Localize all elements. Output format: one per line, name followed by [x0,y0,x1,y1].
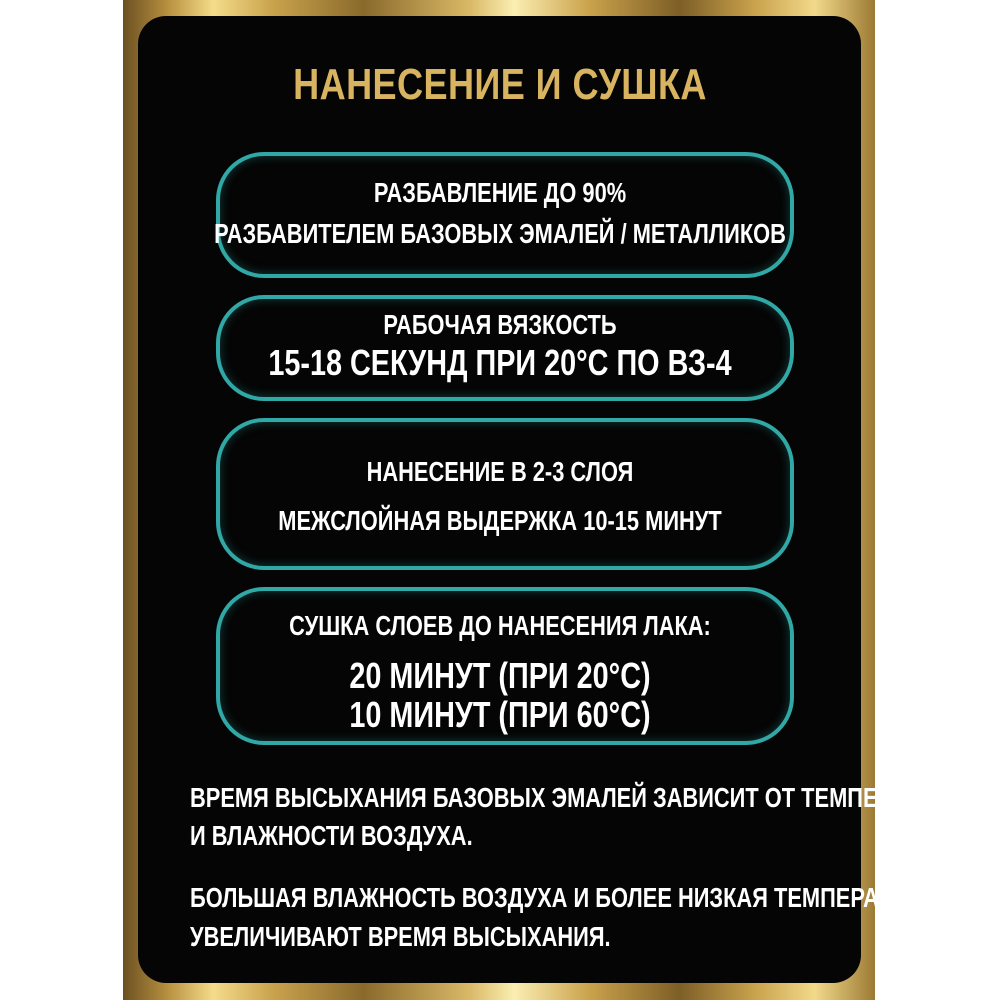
drying-line-3: 10 МИНУТ (ПРИ 60°С) [349,694,651,735]
page-title: НАНЕСЕНИЕ И СУШКА [293,60,707,109]
note-1-line-2: И ВЛАЖНОСТИ ВОЗДУХА. [190,820,473,851]
dilution-line-2: РАЗБАВИТЕЛЕМ БАЗОВЫХ ЭМАЛЕЙ / МЕТАЛЛИКОВ [214,218,786,249]
note-2-line-2: УВЕЛИЧИВАЮТ ВРЕМЯ ВЫСЫХАНИЯ. [190,921,611,952]
viscosity-line-1: РАБОЧАЯ ВЯЗКОСТЬ [383,309,617,340]
note-1-line-1: ВРЕМЯ ВЫСЫХАНИЯ БАЗОВЫХ ЭМАЛЕЙ ЗАВИСИТ ОТ ТЕМПЕРАТУРЫ [190,782,968,813]
drying-line-1: СУШКА СЛОЕВ ДО НАНЕСЕНИЯ ЛАКА: [289,610,711,641]
application-line-2: МЕЖСЛОЙНАЯ ВЫДЕРЖКА 10-15 МИНУТ [278,505,722,536]
dilution-line-1: РАЗБАВЛЕНИЕ ДО 90% [373,177,627,208]
dilution-card [216,152,794,278]
viscosity-line-2: 15-18 СЕКУНД ПРИ 20°С ПО ВЗ-4 [268,342,732,383]
drying-line-2: 20 МИНУТ (ПРИ 20°С) [349,655,651,696]
application-card [216,418,794,570]
note-2-line-1: БОЛЬШАЯ ВЛАЖНОСТЬ ВОЗДУХА И БОЛЕЕ НИЗКАЯ ТЕМПЕРАТУРА [190,882,934,913]
application-line-1: НАНЕСЕНИЕ В 2-3 СЛОЯ [366,456,634,487]
